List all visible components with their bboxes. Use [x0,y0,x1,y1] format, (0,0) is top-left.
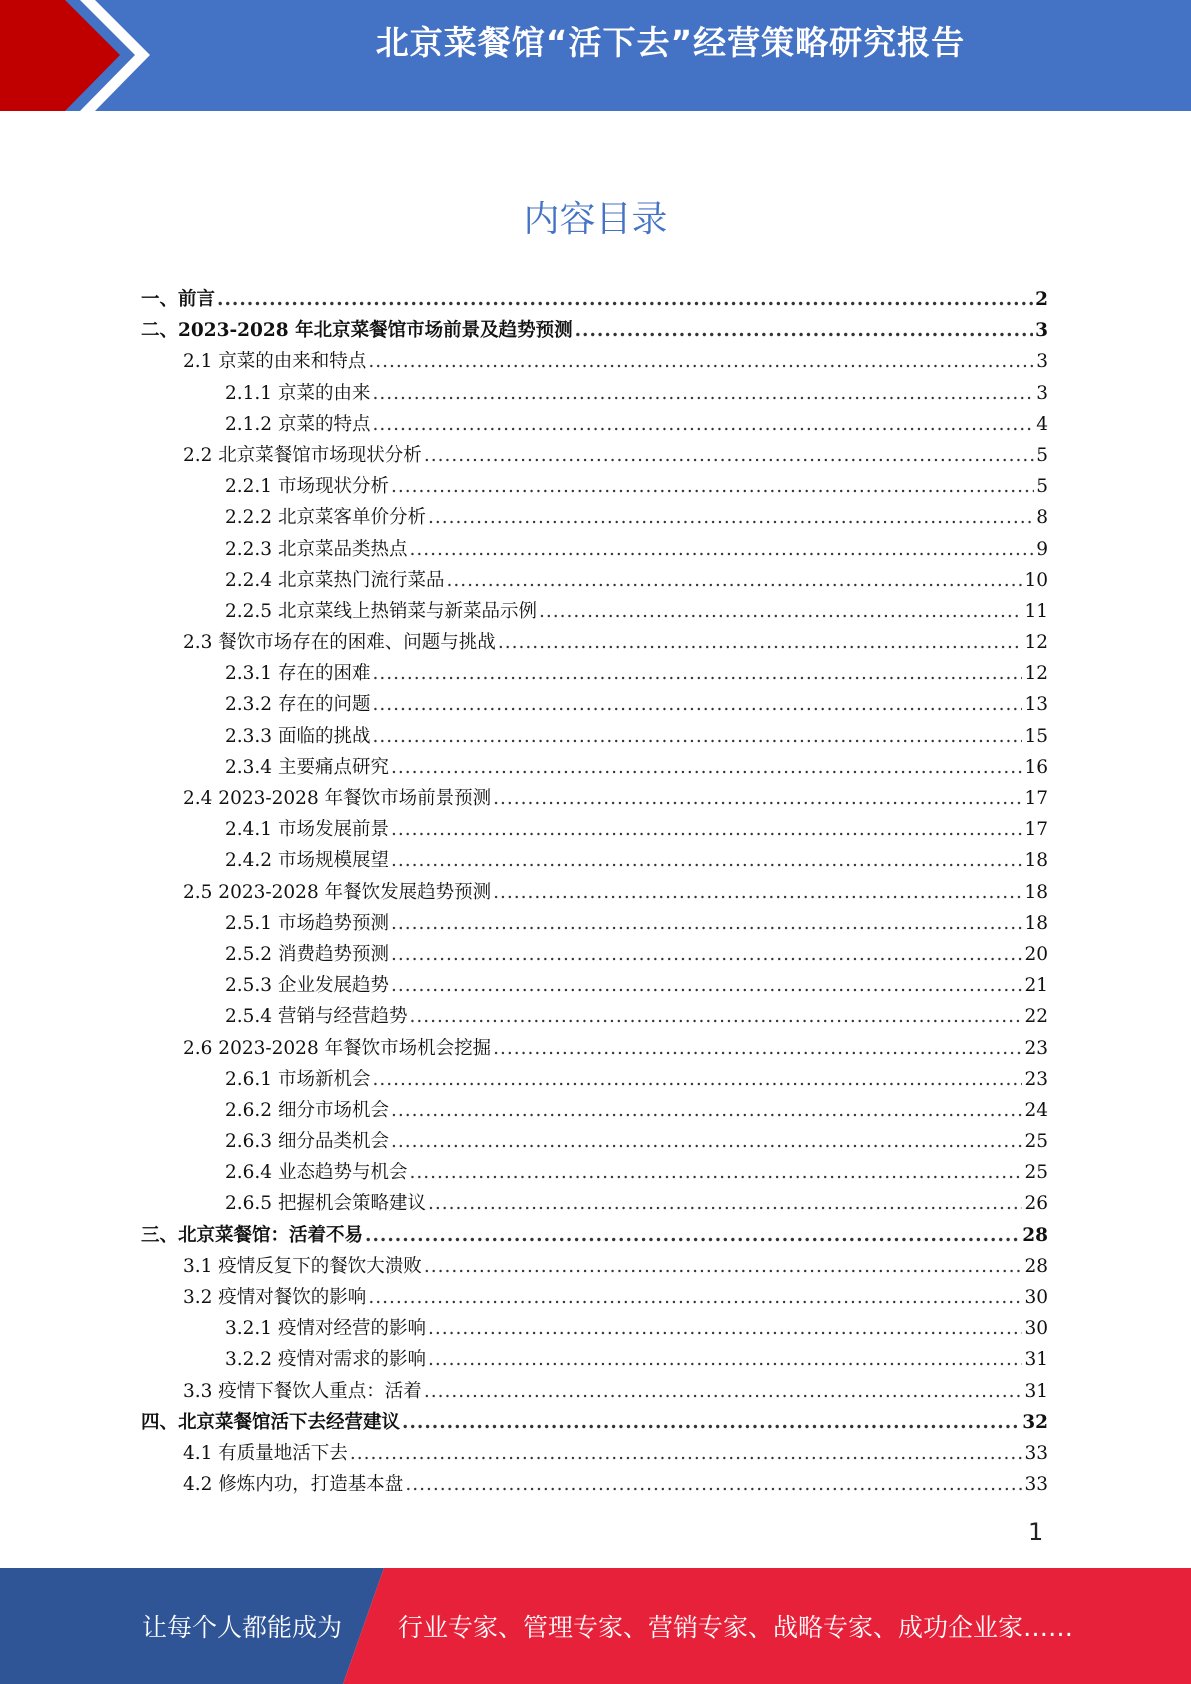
toc-entry-page: 15 [1024,725,1048,747]
toc-dot-leader [498,627,1023,658]
toc-entry-page: 26 [1024,1193,1048,1215]
toc-dot-leader [372,409,1034,440]
toc-dot-leader [372,378,1034,409]
toc-dot-leader [428,1344,1022,1375]
toc-dot-leader [428,1313,1022,1344]
toc-entry[interactable] [141,970,1048,1001]
toc-entry-page: 18 [1024,881,1048,903]
toc-entry-label: 3.1 疫情反复下的餐饮大溃败 [183,1255,422,1277]
toc-entry-page: 3 [1036,351,1048,373]
toc-entry-label: 2.6.2 细分市场机会 [225,1099,389,1121]
toc-entry[interactable] [141,346,1048,377]
toc-entry[interactable] [141,409,1048,440]
toc-dot-leader [428,502,1034,533]
toc-entry-page: 16 [1024,756,1048,778]
footer-banner [0,1568,1191,1684]
toc-entry-label: 三、北京菜餐馆：活着不易 [141,1224,364,1246]
toc-entry[interactable] [141,596,1048,627]
toc-entry-label: 一、前言 [141,289,216,310]
toc-entry-label: 四、北京菜餐馆活下去经营建议 [141,1411,401,1433]
toc-entry-label: 2.6.5 把握机会策略建议 [225,1193,426,1215]
toc-dot-leader [402,1407,1020,1438]
toc-entry[interactable] [141,471,1048,502]
toc-entry[interactable] [141,939,1048,970]
toc-entry[interactable] [141,1220,1048,1251]
toc-entry-label: 2.5.4 营销与经营趋势 [225,1006,408,1028]
toc-entry-page: 18 [1024,912,1048,934]
toc-entry-label: 二、2023-2028 年北京菜餐馆市场前景及趋势预测 [141,320,573,342]
toc-entry-label: 3.2.1 疫情对经营的影响 [225,1318,426,1340]
toc-entry[interactable] [141,877,1048,908]
toc-dot-leader [391,939,1022,970]
toc-entry-label: 2.5.1 市场趋势预测 [225,912,389,934]
toc-entry[interactable] [141,1033,1048,1064]
toc-entry-page: 12 [1024,632,1048,654]
toc-entry-label: 2.6.3 细分品类机会 [225,1131,389,1153]
toc-entry[interactable] [141,908,1048,939]
toc-entry-label: 2.5.2 消费趋势预测 [225,943,389,965]
toc-entry-page: 20 [1024,943,1048,965]
toc-entry-page: 2 [1035,289,1048,310]
toc-entry-page: 24 [1024,1099,1048,1121]
toc-entry[interactable] [141,534,1048,565]
page-number: 1 [1028,1518,1044,1546]
toc-entry[interactable] [141,315,1048,346]
toc-entry[interactable] [141,783,1048,814]
toc-entry-page: 25 [1024,1162,1048,1184]
toc-entry-label: 3.3 疫情下餐饮人重点：活着 [183,1380,422,1402]
toc-dot-leader [424,440,1034,471]
toc-entry-page: 3 [1036,382,1048,404]
toc-entry-label: 2.4.1 市场发展前景 [225,819,389,841]
toc-dot-leader [409,534,1034,565]
toc-entry-page: 23 [1024,1068,1048,1090]
toc-dot-leader [391,1095,1022,1126]
toc-entry[interactable] [141,378,1048,409]
toc-entry[interactable] [141,1188,1048,1219]
toc-entry[interactable] [141,1001,1048,1032]
toc-dot-leader [409,1157,1022,1188]
toc-entry-label: 4.2 修炼内功，打造基本盘 [183,1474,404,1496]
toc-entry[interactable] [141,284,1048,315]
toc-entry-label: 2.4.2 市场规模展望 [225,850,389,872]
toc-entry-page: 12 [1024,663,1048,685]
toc-entry-page: 10 [1024,569,1048,591]
toc-entry-page: 22 [1024,1006,1048,1028]
toc-entry[interactable] [141,1376,1048,1407]
toc-dot-leader [446,565,1022,596]
toc-dot-leader [368,1282,1022,1313]
toc-dot-leader [372,1064,1022,1095]
toc-entry-page: 13 [1024,694,1048,716]
toc-entry-label: 2.5.3 企业发展趋势 [225,975,389,997]
toc-entry-page: 28 [1024,1255,1048,1277]
toc-entry[interactable] [141,1064,1048,1095]
toc-entry[interactable] [141,1313,1048,1344]
toc-dot-leader [493,1033,1022,1064]
toc-entry-label: 2.3.2 存在的问题 [225,694,371,716]
toc-dot-leader [350,1438,1023,1469]
toc-entry-label: 2.1 京菜的由来和特点 [183,351,367,373]
toc-entry[interactable] [141,627,1048,658]
toc-entry-label: 3.2.2 疫情对需求的影响 [225,1349,426,1371]
toc-entry[interactable] [141,814,1048,845]
toc-entry-page: 21 [1024,975,1048,997]
toc-entry-page: 18 [1024,850,1048,872]
toc-entry[interactable] [141,502,1048,533]
toc-dot-leader [372,689,1022,720]
toc-dot-leader [391,845,1022,876]
toc-entry-page: 32 [1022,1411,1048,1433]
toc-entry-page: 4 [1036,413,1048,435]
toc-entry-label: 2.1.2 京菜的特点 [225,413,371,435]
toc-entry[interactable] [141,845,1048,876]
table-of-contents [141,284,1048,1500]
toc-entry-label: 2.6.1 市场新机会 [225,1068,371,1090]
toc-entry-page: 31 [1024,1349,1048,1371]
toc-dot-leader [391,752,1022,783]
toc-dot-leader [372,658,1022,689]
toc-dot-leader [428,1188,1022,1219]
toc-entry-label: 2.6 2023-2028 年餐饮市场机会挖掘 [183,1037,492,1059]
toc-entry-page: 25 [1024,1131,1048,1153]
footer-slogan-left: 让每个人都能成为 [142,1613,343,1642]
toc-entry-page: 31 [1024,1380,1048,1402]
toc-entry[interactable] [141,565,1048,596]
toc-entry[interactable] [141,1251,1048,1282]
toc-entry-page: 30 [1024,1318,1048,1340]
toc-entry-page: 17 [1024,819,1048,841]
toc-entry-label: 2.2.2 北京菜客单价分析 [225,507,426,529]
toc-dot-leader [372,721,1022,752]
toc-entry[interactable] [141,1438,1048,1469]
toc-heading: 内容目录 [523,199,668,240]
toc-entry-label: 2.5 2023-2028 年餐饮发展趋势预测 [183,881,492,903]
toc-dot-leader [409,1001,1022,1032]
toc-dot-leader [391,970,1022,1001]
toc-entry-page: 11 [1024,600,1048,622]
toc-entry[interactable] [141,689,1048,720]
toc-dot-leader [391,471,1034,502]
toc-entry-page: 8 [1036,507,1048,529]
toc-entry[interactable] [141,1126,1048,1157]
toc-dot-leader [539,596,1022,627]
toc-entry[interactable] [141,721,1048,752]
toc-dot-leader [217,284,1033,315]
toc-dot-leader [424,1251,1023,1282]
toc-entry-page: 9 [1036,538,1048,560]
toc-entry-label: 4.1 有质量地活下去 [183,1442,348,1464]
toc-dot-leader [391,1126,1022,1157]
toc-entry-label: 2.2.5 北京菜线上热销菜与新菜品示例 [225,600,537,622]
toc-entry[interactable] [141,1469,1048,1500]
toc-dot-leader [365,1220,1020,1251]
toc-dot-leader [405,1469,1022,1500]
toc-entry-label: 2.6.4 业态趋势与机会 [225,1162,408,1184]
toc-dot-leader [391,908,1022,939]
toc-dot-leader [493,877,1022,908]
toc-entry[interactable] [141,658,1048,689]
toc-entry-label: 2.1.1 京菜的由来 [225,382,371,404]
toc-entry-label: 2.2.3 北京菜品类热点 [225,538,408,560]
toc-dot-leader [493,783,1022,814]
toc-entry-page: 5 [1036,476,1048,498]
toc-entry-label: 2.4 2023-2028 年餐饮市场前景预测 [183,788,492,809]
toc-entry-label: 2.3.3 面临的挑战 [225,725,371,747]
toc-entry[interactable] [141,1282,1048,1313]
toc-entry[interactable] [141,1407,1048,1438]
toc-dot-leader [424,1376,1023,1407]
toc-entry[interactable] [141,752,1048,783]
toc-dot-leader [575,315,1034,346]
toc-entry-page: 33 [1024,1442,1048,1464]
toc-entry-label: 2.3.1 存在的困难 [225,663,371,685]
toc-dot-leader [391,814,1022,845]
toc-entry-page: 33 [1024,1474,1048,1496]
toc-entry-label: 2.2.1 市场现状分析 [225,476,389,498]
toc-entry-label: 2.3 餐饮市场存在的困难、问题与挑战 [183,632,496,654]
report-title: 北京菜餐馆“活下去”经营策略研究报告 [375,23,966,62]
header-banner [0,0,1191,111]
toc-entry-page: 3 [1035,320,1048,342]
toc-entry[interactable] [141,1157,1048,1188]
toc-entry-page: 30 [1024,1287,1048,1308]
toc-entry[interactable] [141,1095,1048,1126]
toc-entry-page: 5 [1036,444,1048,466]
toc-entry[interactable] [141,1344,1048,1375]
toc-entry-label: 3.2 疫情对餐饮的影响 [183,1287,367,1308]
toc-entry-page: 23 [1024,1037,1048,1059]
toc-entry-page: 17 [1024,788,1048,809]
toc-entry-label: 2.2.4 北京菜热门流行菜品 [225,569,445,591]
toc-entry-label: 2.2 北京菜餐馆市场现状分析 [183,444,422,466]
toc-entry[interactable] [141,440,1048,471]
toc-entry-label: 2.3.4 主要痛点研究 [225,756,389,778]
footer-slogan-right: 行业专家、管理专家、营销专家、战略专家、成功企业家…… [398,1613,1074,1642]
toc-dot-leader [368,346,1034,377]
toc-entry-page: 28 [1022,1224,1048,1246]
